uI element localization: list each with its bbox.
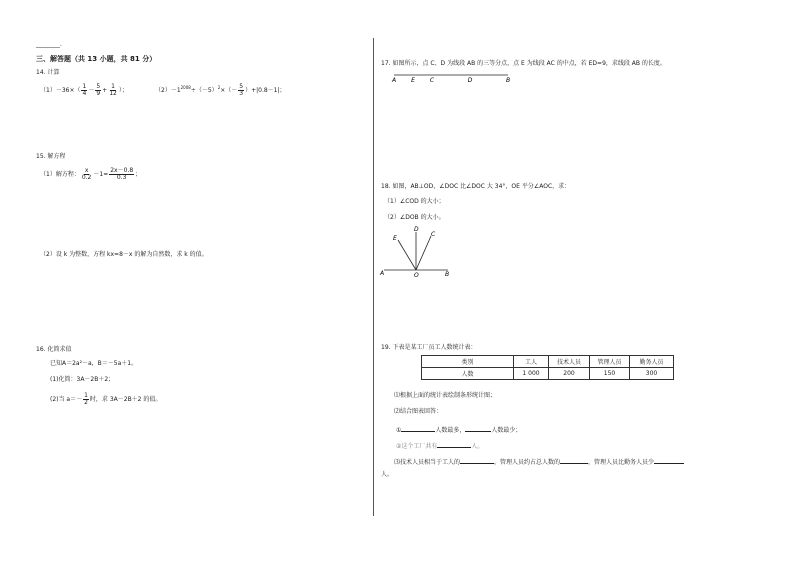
table-row bbox=[422, 368, 674, 380]
table-header-cell: 管理人员 bbox=[590, 356, 630, 368]
label-c: C bbox=[429, 77, 435, 84]
q17-segment-diagram bbox=[380, 70, 520, 86]
answer-blank[interactable] bbox=[654, 457, 684, 464]
q19-text: 19. 下表是某工厂员工人数统计表： bbox=[381, 344, 477, 351]
table-cell: 300 bbox=[630, 368, 674, 380]
q19-part2b: ②这个工厂共有 人。 bbox=[396, 443, 484, 450]
answer-blank[interactable] bbox=[560, 457, 588, 464]
label-a: A bbox=[391, 77, 397, 84]
section-title: 三、解答题（共 13 小题，共 81 分） bbox=[36, 55, 157, 63]
label-o: O bbox=[414, 272, 419, 279]
employee-stats-table bbox=[421, 355, 674, 380]
fraction: $\frac{2x-0.8}{0.3}$ bbox=[110, 167, 134, 181]
q16-part2: (2)当 a＝－ $\frac{1}{2}$ 时，求 3A－2B＋2 的值。 bbox=[50, 392, 162, 406]
label-e: E bbox=[411, 77, 415, 84]
q19-part3: ⑶技术人员相当于工人的 ，管理人员约占总人数的 ，管理人员比勤务人员少 bbox=[394, 457, 684, 467]
q18-angle-diagram bbox=[378, 224, 458, 280]
table-cell: 1 000 bbox=[514, 368, 549, 380]
answer-blank[interactable] bbox=[401, 425, 435, 432]
label-e: E bbox=[393, 235, 397, 242]
fraction: $\frac{1}{2}$ bbox=[84, 392, 88, 406]
q19-part2: ⑵结合图表回答： bbox=[394, 408, 443, 415]
q16-given: 已知A＝2a²－a，B＝－5a＋1。 bbox=[50, 360, 138, 367]
label-d: D bbox=[467, 77, 473, 84]
fraction: $\frac{5}{3}$ bbox=[239, 83, 244, 97]
label-b: B bbox=[505, 77, 511, 84]
q18-text: 18. 如图，AB⊥OD，∠DOC 比∠DOC 大 34°，OE 平分∠AOC，求： bbox=[381, 183, 571, 190]
table-header-cell: 勤务人员 bbox=[630, 356, 674, 368]
ray-oe bbox=[398, 240, 416, 270]
q19-part2a: ① 人数最多， 人数最少； bbox=[396, 427, 522, 434]
label-d: D bbox=[414, 226, 419, 233]
q14-p1-prefix: （1）－36×（ bbox=[40, 87, 81, 94]
q16-part1: (1)化简：3A－2B＋2； bbox=[50, 376, 115, 383]
table-header-cell: 技术人员 bbox=[549, 356, 590, 368]
q14-part1: （1）－36×（ $\frac{1}{4}$ － $\frac{5}{9}$ + $\frac{1}{12}$ ）； bbox=[40, 83, 128, 97]
table-row bbox=[422, 356, 674, 368]
label-a: A bbox=[380, 270, 385, 277]
q14-title: 14. 计算 bbox=[36, 69, 60, 76]
answer-blank[interactable] bbox=[437, 441, 471, 448]
q17-text: 17. 如图所示，点 C、D 为线段 AB 的三等分点，点 E 为线段 AC 的中点，若 ED=9，求线段 AB 的长度。 bbox=[381, 60, 666, 67]
label-b: B bbox=[445, 271, 450, 278]
column-divider bbox=[373, 38, 374, 516]
fraction: $\frac{1}{12}$ bbox=[109, 83, 117, 97]
fraction: $\frac{x}{0.2}$ bbox=[81, 167, 92, 181]
fraction: $\frac{5}{9}$ bbox=[96, 83, 101, 97]
table-cell: 人数 bbox=[422, 368, 514, 380]
q15-title: 15. 解方程 bbox=[36, 153, 66, 160]
q16-title: 16. 化简求值 bbox=[36, 346, 72, 353]
table-header-cell: 类别 bbox=[422, 356, 514, 368]
header-blank: ________. bbox=[36, 41, 62, 48]
table-cell: 150 bbox=[590, 368, 630, 380]
table-header-cell: 工人 bbox=[514, 356, 549, 368]
ray-oc bbox=[416, 236, 431, 270]
answer-blank[interactable] bbox=[460, 457, 494, 464]
q19-part3-end: 人。 bbox=[381, 471, 394, 478]
fraction: $\frac{1}{4}$ bbox=[82, 83, 87, 97]
label-c: C bbox=[431, 231, 436, 238]
q14-part2: $(2)-1^{2008}\div(-5)^2\times(-$ $\frac{5}{3}$ ）+|0.8－1|； bbox=[155, 83, 286, 97]
answer-blank[interactable] bbox=[465, 425, 491, 432]
q18-part1: （1）∠COD 的大小； bbox=[384, 198, 445, 205]
q19-part1: ⑴根据上面的统计表绘制条形统计图； bbox=[394, 392, 497, 399]
q18-part2: （2）∠DOB 的大小。 bbox=[384, 214, 445, 221]
q15-part1: （1）解方程： $\frac{x}{0.2}$ －1= $\frac{2x-0.8}{0.3}$ ； bbox=[40, 167, 142, 181]
table-cell: 200 bbox=[549, 368, 590, 380]
q15-part2: （2）设 k 为整数，方程 kx=8－x 的解为自然数，求 k 的值。 bbox=[40, 251, 208, 258]
